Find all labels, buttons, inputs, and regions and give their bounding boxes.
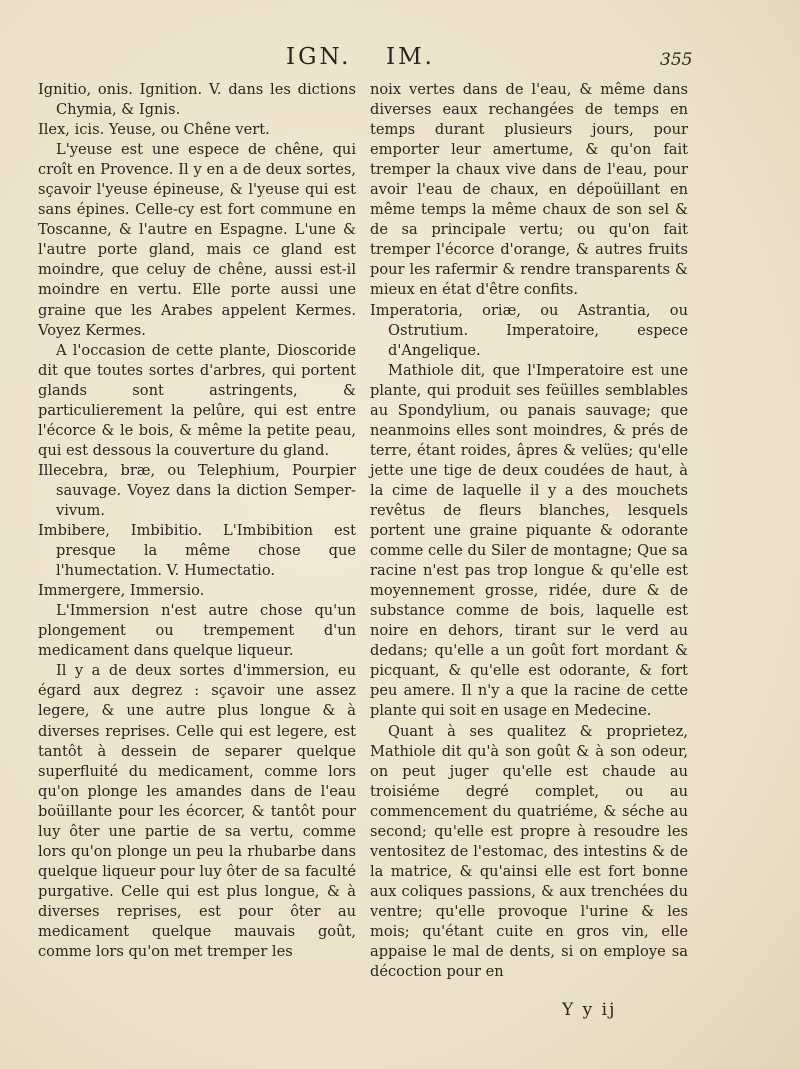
entry-illecebra: Illecebra, bræ, ou Telephium, Pourpier sauvage. Voyez dans la diction Semper-vivum.: [38, 461, 356, 519]
paragraph-ilex-description: L'yeuse est une espece de chêne, qui croît en Provence. Il y en a de deux sortes, sçavoir l'yeuse épineuse, & l'yeuse qui est sans épines. Celle-cy est fort commune en Toscanne, & l'autre en Espagne. L'une & l'autre porte gland, mais ce gland est moindre, que celuy de chêne, aussi est-il moindre en vertu. Elle porte aussi une graine que les Arabes appelent Kermes. Voyez Kermes.: [38, 141, 356, 339]
paragraph-mathiole-qualities: Quant à ses qualitez & proprietez, Mathiole dit qu'à son goût & à son odeur, on peut juger qu'elle est chaude au troisiéme degré complet, ou au commencement du quatriéme, & séche au second; qu'elle est propre à resoudre les ventositez de l'estomac, des intestins & de la matrice, & qu'ainsi elle est fort bonne aux coliques passions, & aux trenchées du ventre; qu'elle provoque l'urine & les mois; qu'étant cuite en gros vin, elle appaise le mal de dents, si on employe sa décoction pour en: [370, 722, 688, 981]
paragraph-immersion-sorts: Il y a de deux sortes d'immersion, eu égard aux degrez : sçavoir une assez legere, & une autre plus longue & à diverses reprises. Celle qui est legere, est tantôt à dessein de separer quelque superfluité du medicament, comme lors qu'on plonge les amandes dans de l'eau boüillante pour les écorcer, & tantôt pour luy ôter une partie de sa vertu, comme lors qu'on plonge un peu la rhubarbe dans quelque liqueur pour luy ôter de sa faculté purgative. Celle qui est plus longue, & à diverses reprises, est pour ôter au medicament quelque mauvais goût, comme lors qu'on met tremper les: [38, 662, 356, 961]
paragraph-continuation: noix vertes dans de l'eau, & même dans diverses eaux rechangées de temps en temps durant plusieurs jours, pour emporter leur amertume, & qu'on fait tremper la chaux vive dans de l'eau, pour avoir l'eau de chaux, en dépoüillant en même temps la même chaux de son sel & de sa principale vertu; ou qu'on fait tremper l'écorce d'orange, & autres fruits pour les rafermir & rendre transparents & mieux en état d'être confits.: [370, 81, 688, 299]
page-number: 355: [660, 50, 693, 70]
left-column: [38, 80, 356, 962]
paragraph-immersion-definition: L'Immersion n'est autre chose qu'un plongement ou trempement d'un medicament dans quelque liqueur.: [38, 602, 356, 660]
entry-imbibere: Imbibere, Imbibitio. L'Imbibition est presque la même chose que l'humectation. V. Humectatio.: [38, 522, 356, 580]
signature-mark: Y y ij: [562, 1000, 617, 1020]
header-right-guide: IM.: [386, 44, 435, 70]
paragraph-dioscoride: A l'occasion de cette plante, Dioscoride dit que toutes sortes d'arbres, qui portent glands sont astringents, & particulierement la pelûre, qui est entre l'écorce & le bois, & même la petite peau, qui est dessous la couverture du gland.: [38, 341, 356, 459]
entry-immergere: Immergere, Immersio.: [38, 582, 205, 600]
running-header: [0, 44, 800, 74]
right-column: [370, 80, 688, 982]
entry-imperatoria: Imperatoria, oriæ, ou Astrantia, ou Ostrutium. Imperatoire, espece d'Angelique.: [370, 301, 688, 359]
entry-ignitio: Ignitio, onis. Ignition. V. dans les dictions Chymia, & Ignis.: [38, 81, 356, 119]
entry-ilex: Ilex, icis. Yeuse, ou Chêne vert.: [38, 121, 270, 139]
paragraph-mathiole-plant: Mathiole dit, que l'Imperatoire est une plante, qui produit ses feüilles semblables au Spondylium, ou panais sauvage; que neanmoins elles sont moindres, & prés de terre, étant roides, âpres & velües; qu'elle jette une tige de deux coudées de haut, à la cime de laquelle il y a des mouchets revêtus de fleurs blanches, lesquels portent une graine piquante & odorante comme celle du Siler de montagne; Que sa racine n'est pas trop longue & qu'elle est moyennement grosse, ridée, dure & de substance comme de bois, laquelle est noire en dehors, tirant sur le verd au dedans; qu'elle a un goût fort mordant & picquant, & qu'elle est odorante, & fort peu amere. Il n'y a que la racine de cette plante qui soit en usage en Medecine.: [370, 361, 688, 720]
header-left-guide: IGN.: [286, 44, 352, 70]
